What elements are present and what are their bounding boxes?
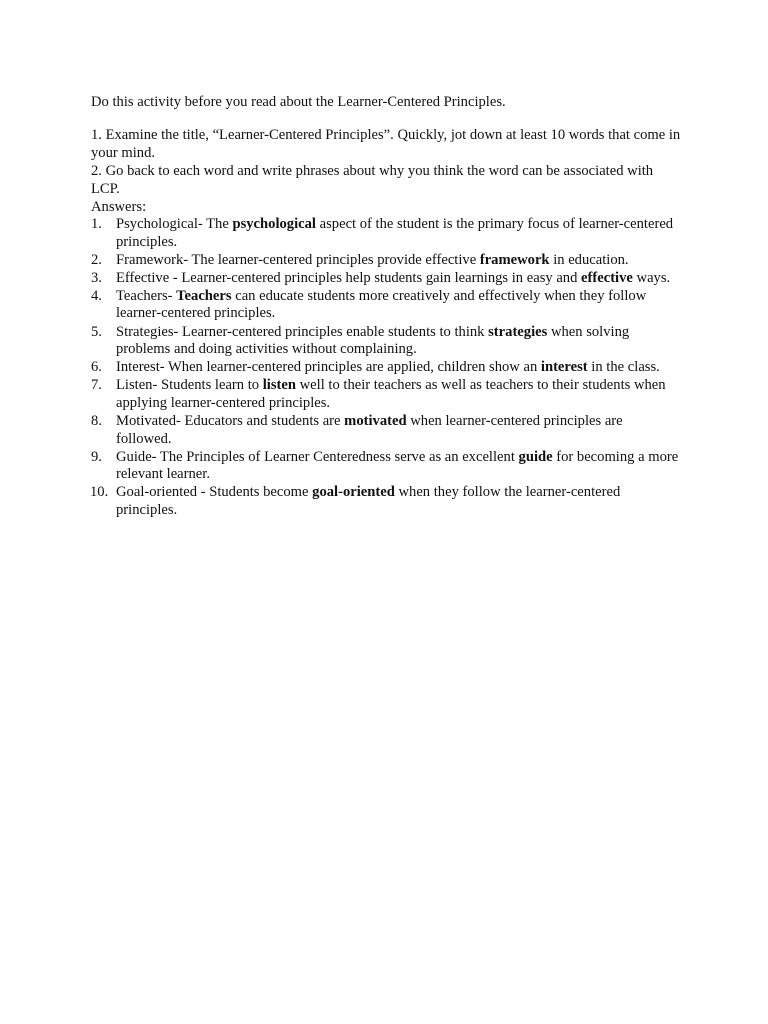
answer-keyword: framework bbox=[479, 251, 550, 268]
list-number: 8. bbox=[91, 413, 102, 430]
list-item bbox=[91, 324, 681, 359]
answer-text: Interest- When learner-centered principles are applied, children show an bbox=[116, 359, 541, 376]
answer-text: can educate students more creatively and effectively when they follow learner-centered principles. bbox=[116, 287, 647, 322]
answer-keyword: effective bbox=[581, 269, 633, 286]
answer-text: aspect of the student is the primary focus of learner-centered principles. bbox=[116, 216, 674, 250]
answer-keyword: guide bbox=[518, 448, 553, 465]
list-item bbox=[91, 377, 681, 412]
answer-text: Teachers- bbox=[116, 287, 177, 304]
answer-text: Psychological- The bbox=[116, 216, 233, 232]
answer-keyword: listen bbox=[262, 377, 296, 394]
answer-keyword: goal-oriented bbox=[312, 484, 395, 501]
list-item bbox=[91, 288, 681, 323]
list-item bbox=[91, 484, 681, 519]
instruction-2: 2. Go back to each word and write phrases about why you think the word can be associated with LCP. bbox=[91, 163, 654, 197]
answer-text: well to their teachers as well as teachers to their students when applying learner-centered principles. bbox=[116, 377, 666, 411]
answer-text: when solving problems and doing activities without complaining. bbox=[116, 323, 630, 358]
answers-label: Answers: bbox=[91, 199, 147, 215]
list-number: 2. bbox=[91, 251, 102, 268]
answer-text: when they follow the learner-centered principles. bbox=[116, 484, 621, 518]
document-page bbox=[91, 93, 681, 520]
list-number: 6. bbox=[91, 359, 102, 376]
list-number: 5. bbox=[91, 323, 102, 340]
list-number: 4. bbox=[91, 287, 102, 304]
answer-keyword: interest bbox=[540, 359, 588, 376]
answer-text: in education. bbox=[549, 251, 629, 268]
list-item bbox=[91, 216, 681, 251]
answer-text: Framework- The learner-centered principles provide effective bbox=[116, 251, 480, 268]
answer-text: Motivated- Educators and students are bbox=[116, 413, 345, 430]
intro-text: Do this activity before you read about the Learner-Centered Principles. bbox=[91, 94, 506, 110]
answer-keyword: motivated bbox=[344, 413, 407, 430]
list-item bbox=[91, 270, 681, 288]
list-item bbox=[91, 252, 681, 270]
list-number: 7. bbox=[91, 377, 102, 394]
answers-list bbox=[91, 216, 681, 520]
answer-text: ways. bbox=[632, 269, 671, 286]
list-number: 9. bbox=[91, 448, 102, 465]
answer-text: Listen- Students learn to bbox=[116, 377, 263, 394]
list-number: 3. bbox=[91, 269, 102, 286]
list-number: 10. bbox=[90, 484, 109, 501]
answer-keyword: strategies bbox=[488, 323, 548, 340]
list-item bbox=[91, 413, 681, 448]
instruction-1: 1. Examine the title, “Learner-Centered Principles”. Quickly, jot down at least 10 words that come in your mind. bbox=[91, 127, 681, 161]
answer-text: when learner-centered principles are followed. bbox=[116, 413, 623, 447]
answer-text: Guide- The Principles of Learner Centeredness serve as an excellent bbox=[116, 448, 519, 465]
answer-text: Strategies- Learner-centered principles enable students to think bbox=[116, 323, 489, 340]
answer-keyword: psychological bbox=[232, 216, 316, 232]
list-item bbox=[91, 359, 681, 377]
answer-text: Effective - Learner-centered principles help students gain learnings in easy and bbox=[116, 269, 582, 286]
list-item bbox=[91, 449, 681, 484]
answer-text: for becoming a more relevant learner. bbox=[116, 448, 679, 483]
answer-text: in the class. bbox=[587, 359, 660, 376]
answer-keyword: Teachers bbox=[176, 287, 232, 304]
list-number: 1. bbox=[91, 216, 102, 232]
answer-text: Goal-oriented - Students become bbox=[116, 484, 313, 501]
